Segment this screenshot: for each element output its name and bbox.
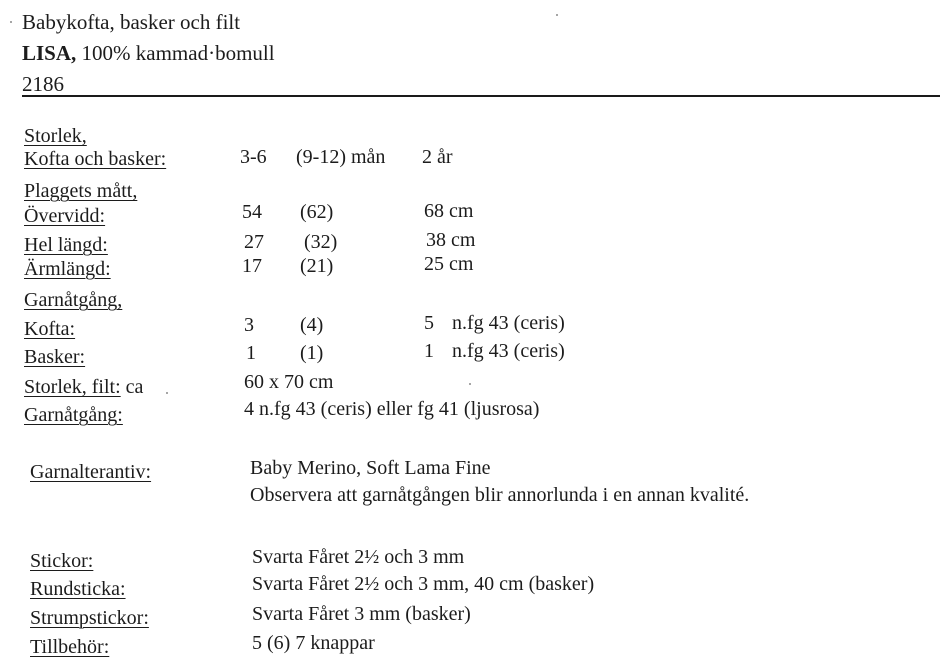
scan-speck	[166, 392, 168, 394]
tool-value: Svarta Fåret 2½ och 3 mm	[252, 546, 465, 568]
alternatives-label: Garnalterantiv:	[30, 461, 152, 483]
yarn-usage-value-3: 1	[424, 340, 434, 362]
measurement-value-1: 27	[244, 231, 264, 253]
blanket-yarn-label: Garnåtgång:	[24, 404, 123, 426]
tool-label: Stickor:	[30, 550, 94, 572]
tool-label: Rundsticka:	[30, 578, 126, 600]
yarn-line	[22, 41, 275, 65]
yarn-brand: LISA,	[22, 41, 77, 65]
measurement-value-2: (21)	[300, 255, 334, 277]
size-heading: Storlek,	[24, 125, 87, 147]
yarn-usage-label: Kofta:	[24, 318, 76, 340]
tool-value: Svarta Fåret 3 mm (basker)	[252, 603, 471, 625]
blanket-yarn-value: 4 n.fg 43 (ceris) eller fg 41 (ljusrosa)	[244, 398, 540, 420]
yarn-usage-heading: Garnåtgång,	[24, 289, 123, 311]
yarn-usage-value-3: 5	[424, 312, 434, 334]
scan-speck	[556, 14, 558, 16]
measurement-value-3: 25 cm	[424, 253, 474, 275]
measurement-label: Hel längd:	[24, 234, 108, 256]
size-value-1: 3-6	[240, 146, 267, 168]
yarn-usage-value-2: (1)	[300, 342, 324, 364]
pattern-subtitle: Babykofta, basker och filt	[22, 10, 241, 34]
tool-label: Tillbehör:	[30, 636, 110, 658]
scan-speck	[469, 383, 471, 385]
yarn-usage-label: Basker:	[24, 346, 86, 368]
scan-speck	[10, 21, 12, 23]
measurement-value-2: (62)	[300, 201, 334, 223]
measurement-value-3: 68 cm	[424, 200, 474, 222]
yarn-usage-color: n.fg 43 (ceris)	[452, 312, 565, 334]
measurements-heading: Plaggets mått,	[24, 180, 138, 202]
measurement-value-1: 17	[242, 255, 262, 277]
size-value-2: (9-12) mån	[296, 146, 386, 168]
measurement-value-3: 38 cm	[426, 229, 476, 251]
header-divider	[22, 95, 940, 97]
tool-value: Svarta Fåret 2½ och 3 mm, 40 cm (basker)	[252, 573, 595, 595]
size-label: Kofta och basker:	[24, 148, 167, 170]
measurement-value-2: (32)	[304, 231, 338, 253]
yarn-usage-color: n.fg 43 (ceris)	[452, 340, 565, 362]
pattern-number: 2186	[22, 72, 64, 96]
tool-label: Strumpstickor:	[30, 607, 149, 629]
yarn-usage-value-1: 3	[244, 314, 254, 336]
yarn-usage-value-2: (4)	[300, 314, 324, 336]
measurement-value-1: 54	[242, 201, 262, 223]
measurement-label: Övervidd:	[24, 205, 106, 227]
alternatives-value: Baby Merino, Soft Lama Fine	[250, 457, 491, 479]
blanket-size-label: Storlek, filt:	[24, 376, 121, 398]
blanket-size-value: 60 x 70 cm	[244, 371, 334, 393]
tool-value: 5 (6) 7 knappar	[252, 632, 375, 654]
alternatives-note: Observera att garnåtgången blir annorlunda i en annan kvalité.	[250, 484, 750, 506]
measurement-label: Ärmlängd:	[24, 258, 111, 280]
blanket-size-label-line	[24, 375, 143, 399]
size-value-3: 2 år	[422, 146, 453, 168]
yarn-composition: 100% kammad·bomull	[76, 41, 275, 65]
yarn-usage-value-1: 1	[246, 342, 256, 364]
blanket-size-suffix: ca	[120, 376, 144, 398]
